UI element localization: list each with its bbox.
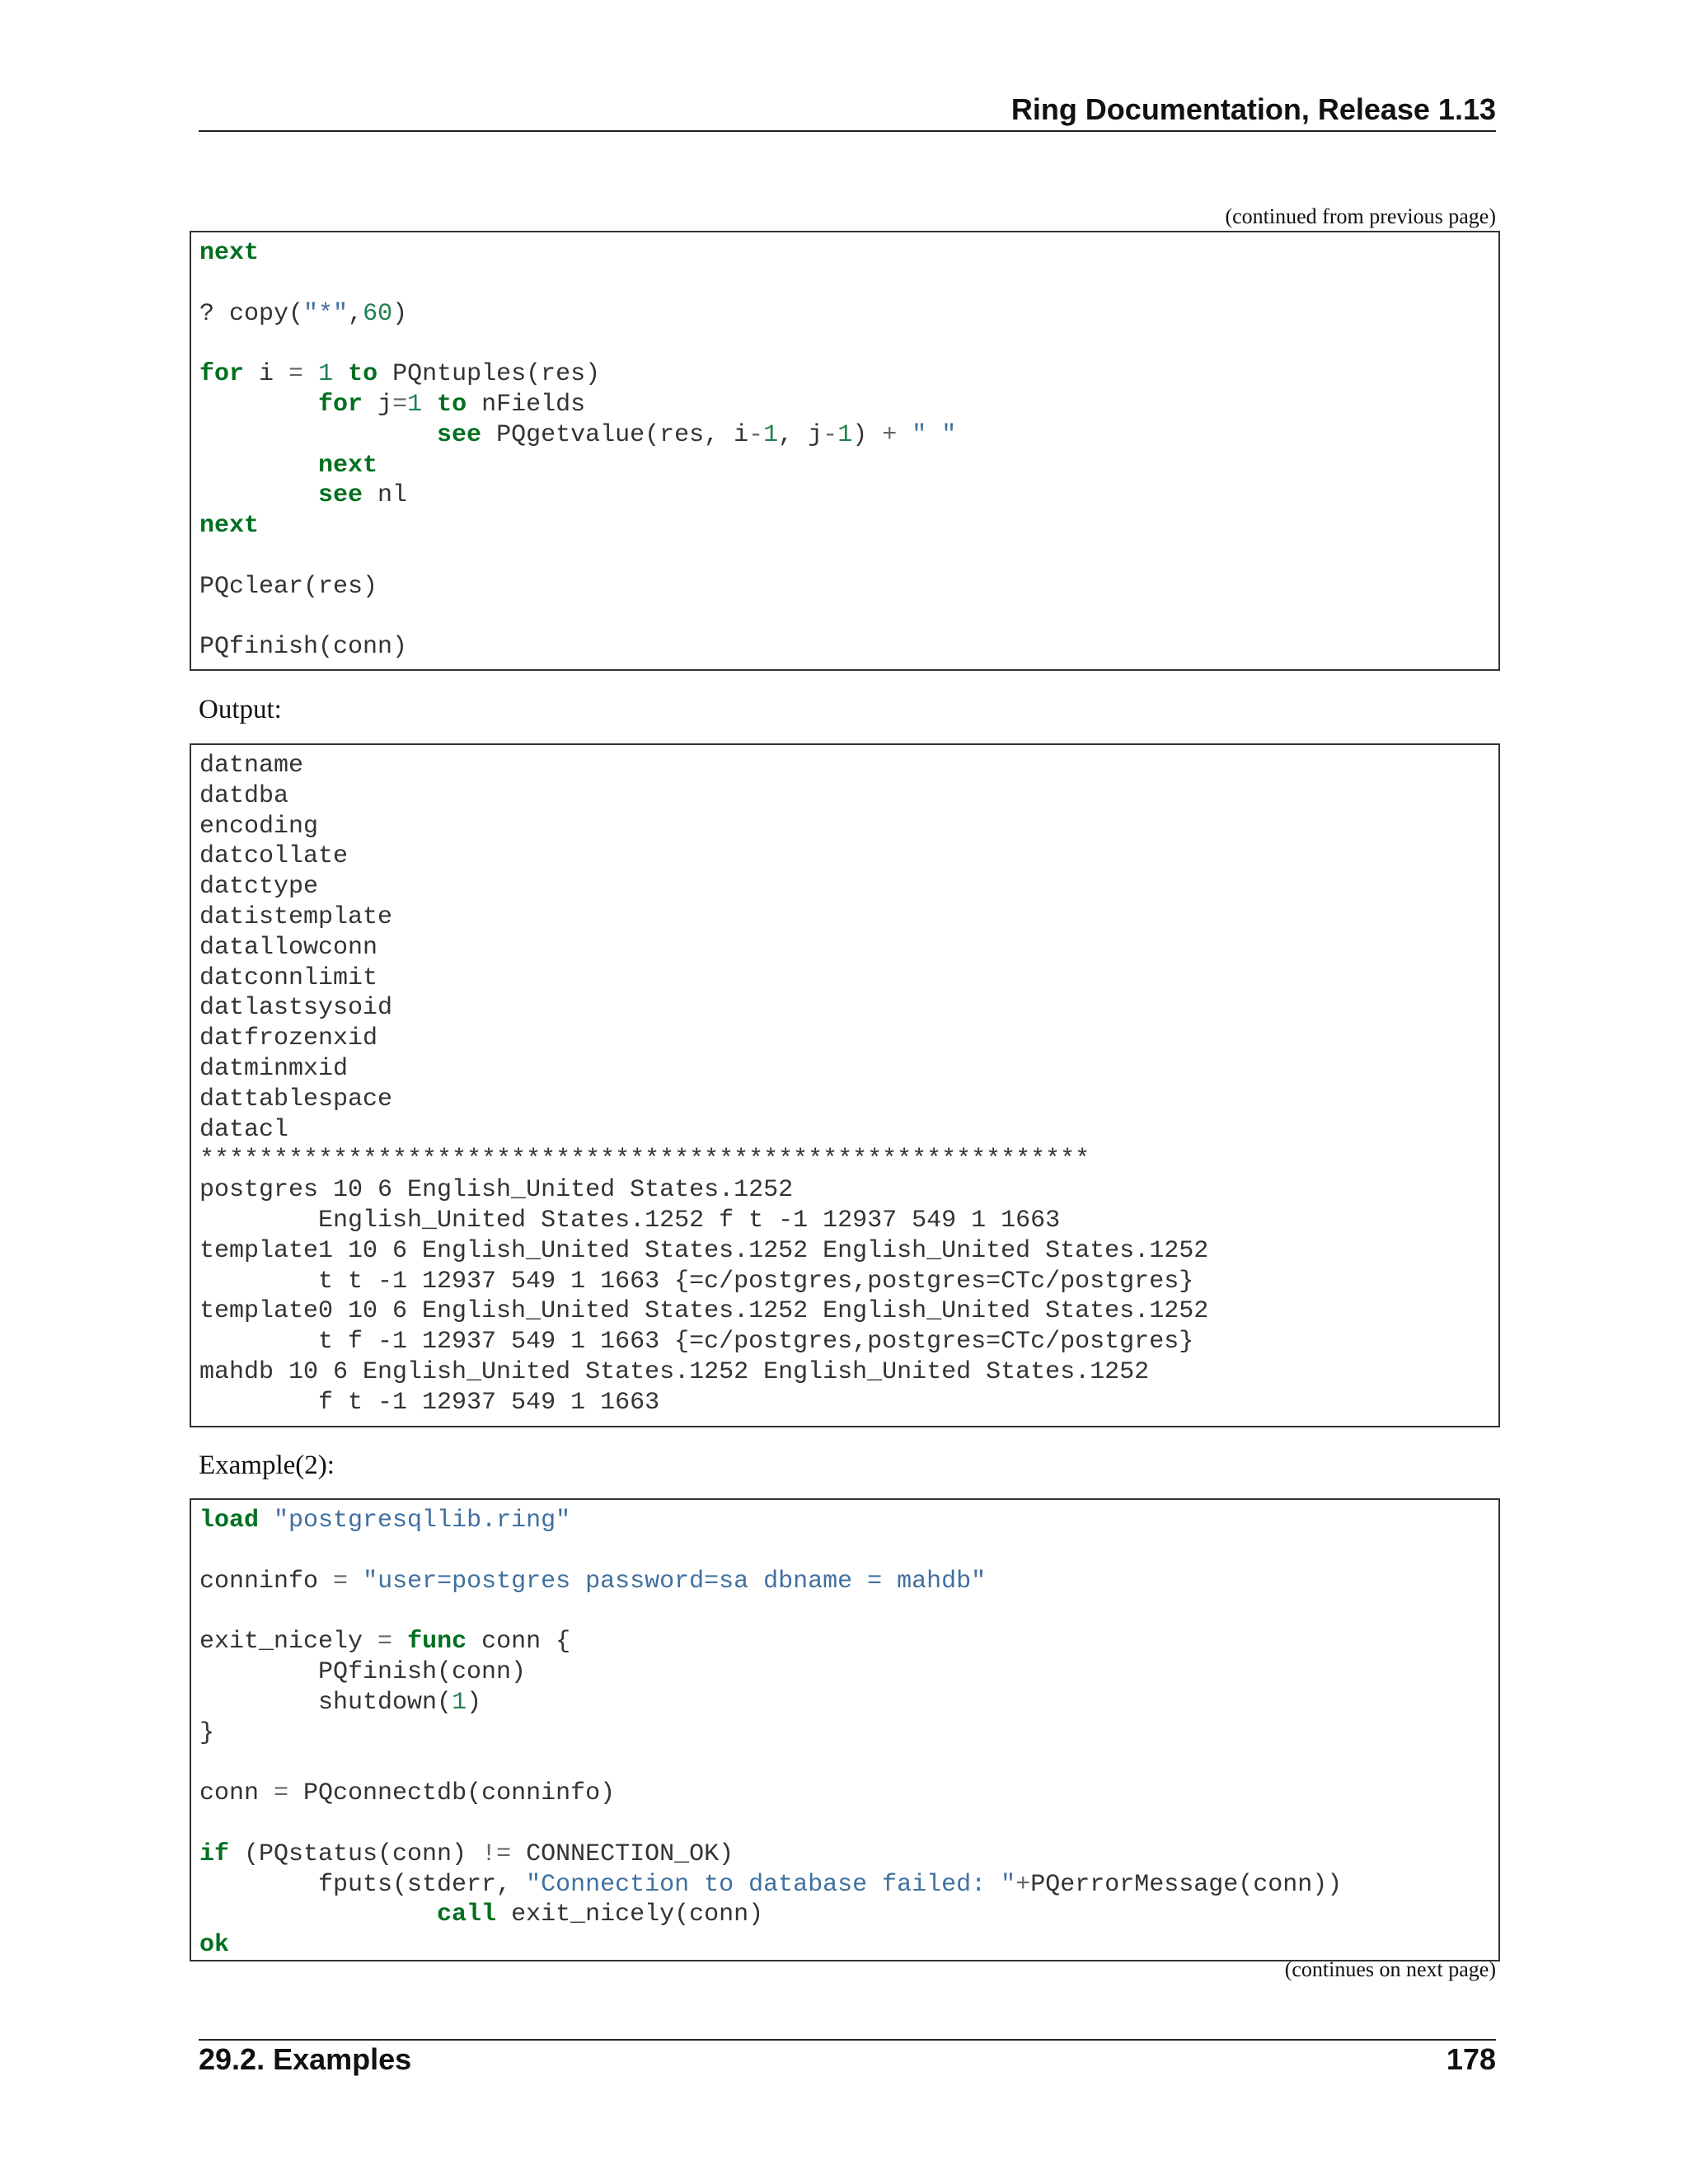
output-line: datacl (199, 1115, 289, 1144)
output-line: datallowconn (199, 933, 378, 962)
code-block-1-text (199, 238, 956, 663)
output-label: Output: (199, 695, 282, 724)
code-line: see nl (318, 481, 408, 510)
code-line: exit_nicely = func conn { (199, 1628, 571, 1657)
code-line: load "postgresqllib.ring" (199, 1507, 571, 1535)
code-line: see PQgetvalue(res, i-1, j-1) + " " (437, 420, 957, 449)
continues-on-next-page-note: (continues on next page) (1284, 1957, 1496, 1981)
output-line: f t -1 12937 549 1 1663 (199, 1388, 660, 1417)
output-line: dattablespace (199, 1085, 393, 1113)
output-line: datminmxid (199, 1054, 349, 1083)
output-line: datname (199, 752, 304, 780)
header-rule (199, 130, 1496, 132)
output-line: encoding (199, 812, 319, 841)
code-block-1 (190, 231, 1500, 671)
code-line: if (PQstatus(conn) != CONNECTION_OK) (199, 1840, 734, 1868)
code-line: } (199, 1718, 215, 1747)
output-line: datcollate (199, 842, 349, 871)
code-line: fputs(stderr, "Connection to database failed: "+PQerrorMessage(conn)) (199, 1870, 1343, 1899)
code-block-2-text (199, 1506, 1342, 1961)
output-line: template1 10 6 English_United States.1252 English_United States.1252 (199, 1236, 1209, 1265)
output-line: datdba (199, 781, 289, 810)
code-block-2 (190, 1498, 1500, 1961)
code-line: ok (199, 1931, 230, 1960)
continued-from-previous-note: (continued from previous page) (1225, 204, 1496, 228)
output-line: mahdb 10 6 English_United States.1252 English_United States.1252 (199, 1357, 1150, 1386)
output-line: template0 10 6 English_United States.1252 English_United States.1252 (199, 1297, 1209, 1326)
output-line: datfrozenxid (199, 1024, 378, 1053)
code-line: shutdown(1) (199, 1688, 482, 1717)
code-line: ? copy("*",60) (199, 299, 408, 328)
example-label: Example(2): (199, 1451, 335, 1480)
code-line: next (199, 512, 260, 541)
output-line: ************************************************************ (199, 1146, 1090, 1174)
output-block (190, 743, 1500, 1427)
footer-section-title: 29.2. Examples (199, 2042, 412, 2076)
code-line: call exit_nicely(conn) (437, 1900, 764, 1929)
footer-page-number: 178 (1446, 2042, 1496, 2076)
footer-rule (199, 2039, 1496, 2041)
output-line: datistemplate (199, 902, 393, 931)
output-line: datlastsysoid (199, 994, 393, 1023)
output-line: datconnlimit (199, 963, 378, 992)
code-line: PQfinish(conn) (199, 633, 408, 662)
code-line: for j=1 to nFields (318, 390, 586, 419)
output-line: datctype (199, 873, 319, 902)
output-line: postgres 10 6 English_United States.1252 (199, 1176, 794, 1205)
code-line: PQclear(res) (199, 572, 378, 601)
output-block-text (199, 751, 1208, 1418)
code-line: next (199, 239, 260, 267)
output-line: t f -1 12937 549 1 1663 {=c/postgres,postgres=CTc/postgres} (199, 1328, 1194, 1357)
code-line: next (318, 451, 378, 480)
code-line: for i = 1 to PQntuples(res) (199, 360, 601, 389)
code-line: conninfo = "user=postgres password=sa dbname = mahdb" (199, 1567, 987, 1596)
output-line: t t -1 12937 549 1 1663 {=c/postgres,postgres=CTc/postgres} (199, 1267, 1194, 1296)
code-line: conn = PQconnectdb(conninfo) (199, 1779, 616, 1808)
code-line: PQfinish(conn) (199, 1657, 527, 1686)
header-title: Ring Documentation, Release 1.13 (1010, 92, 1496, 126)
output-line: English_United States.1252 f t -1 12937 549 1 1663 (199, 1206, 1061, 1235)
